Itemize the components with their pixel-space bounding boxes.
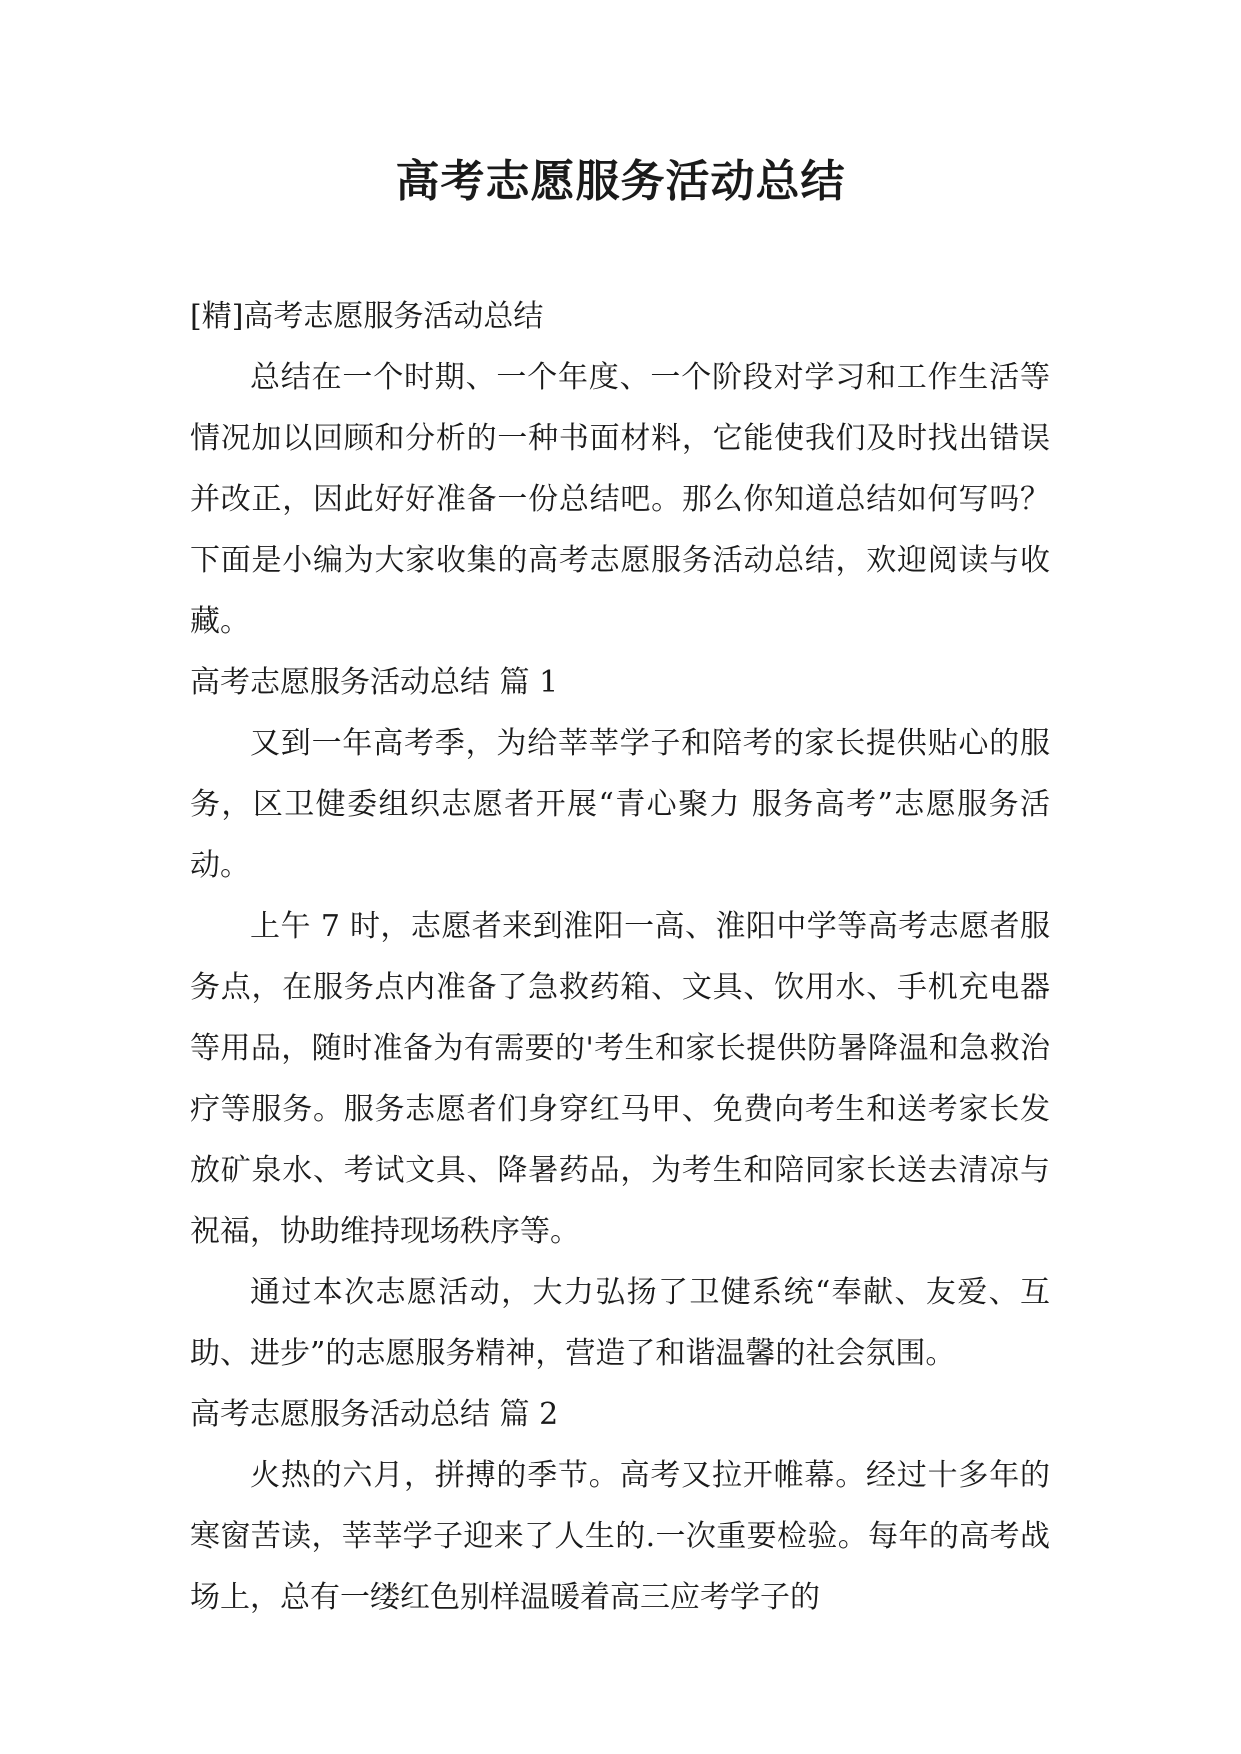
section-1-paragraph-2: 上午 7 时，志愿者来到淮阳一高、淮阳中学等高考志愿者服务点，在服务点内准备了急救药箱、文具、饮用水、手机充电器等用品，随时准备为有需要的'考生和家长提供防暑降温和急救治疗等服务。服务志愿者们身穿红马甲、免费向考生和送考家长发放矿泉水、考试文具、降暑药品，为考生和陪同家长送去清凉与祝福，协助维持现场秩序等。 (190, 909, 1050, 1249)
subtitle-line: [精]高考志愿服务活动总结 (190, 299, 544, 334)
document-title: 高考志愿服务活动总结 (395, 156, 846, 207)
section-heading-2: 高考志愿服务活动总结 篇 2 (190, 1397, 559, 1432)
section-1-paragraph-1: 又到一年高考季，为给莘莘学子和陪考的家长提供贴心的服务，区卫健委组织志愿者开展“青心聚力 服务高考”志愿服务活动。 (190, 726, 1050, 883)
section-heading-1: 高考志愿服务活动总结 篇 1 (190, 665, 559, 700)
intro-paragraph: 总结在一个时期、一个年度、一个阶段对学习和工作生活等情况加以回顾和分析的一种书面材料，它能使我们及时找出错误并改正，因此好好准备一份总结吧。那么你知道总结如何写吗？下面是小编为大家收集的高考志愿服务活动总结，欢迎阅读与收藏。 (190, 360, 1050, 639)
document-body (190, 286, 1050, 1628)
section-1-paragraph-3: 通过本次志愿活动，大力弘扬了卫健系统“奉献、友爱、互助、进步”的志愿服务精神，营造了和谐温馨的社会氛围。 (190, 1275, 1050, 1371)
section-2-paragraph-1: 火热的六月，拼搏的季节。高考又拉开帷幕。经过十多年的寒窗苦读，莘莘学子迎来了人生的.一次重要检验。每年的高考战场上，总有一缕红色别样温暖着高三应考学子的 (190, 1458, 1050, 1615)
